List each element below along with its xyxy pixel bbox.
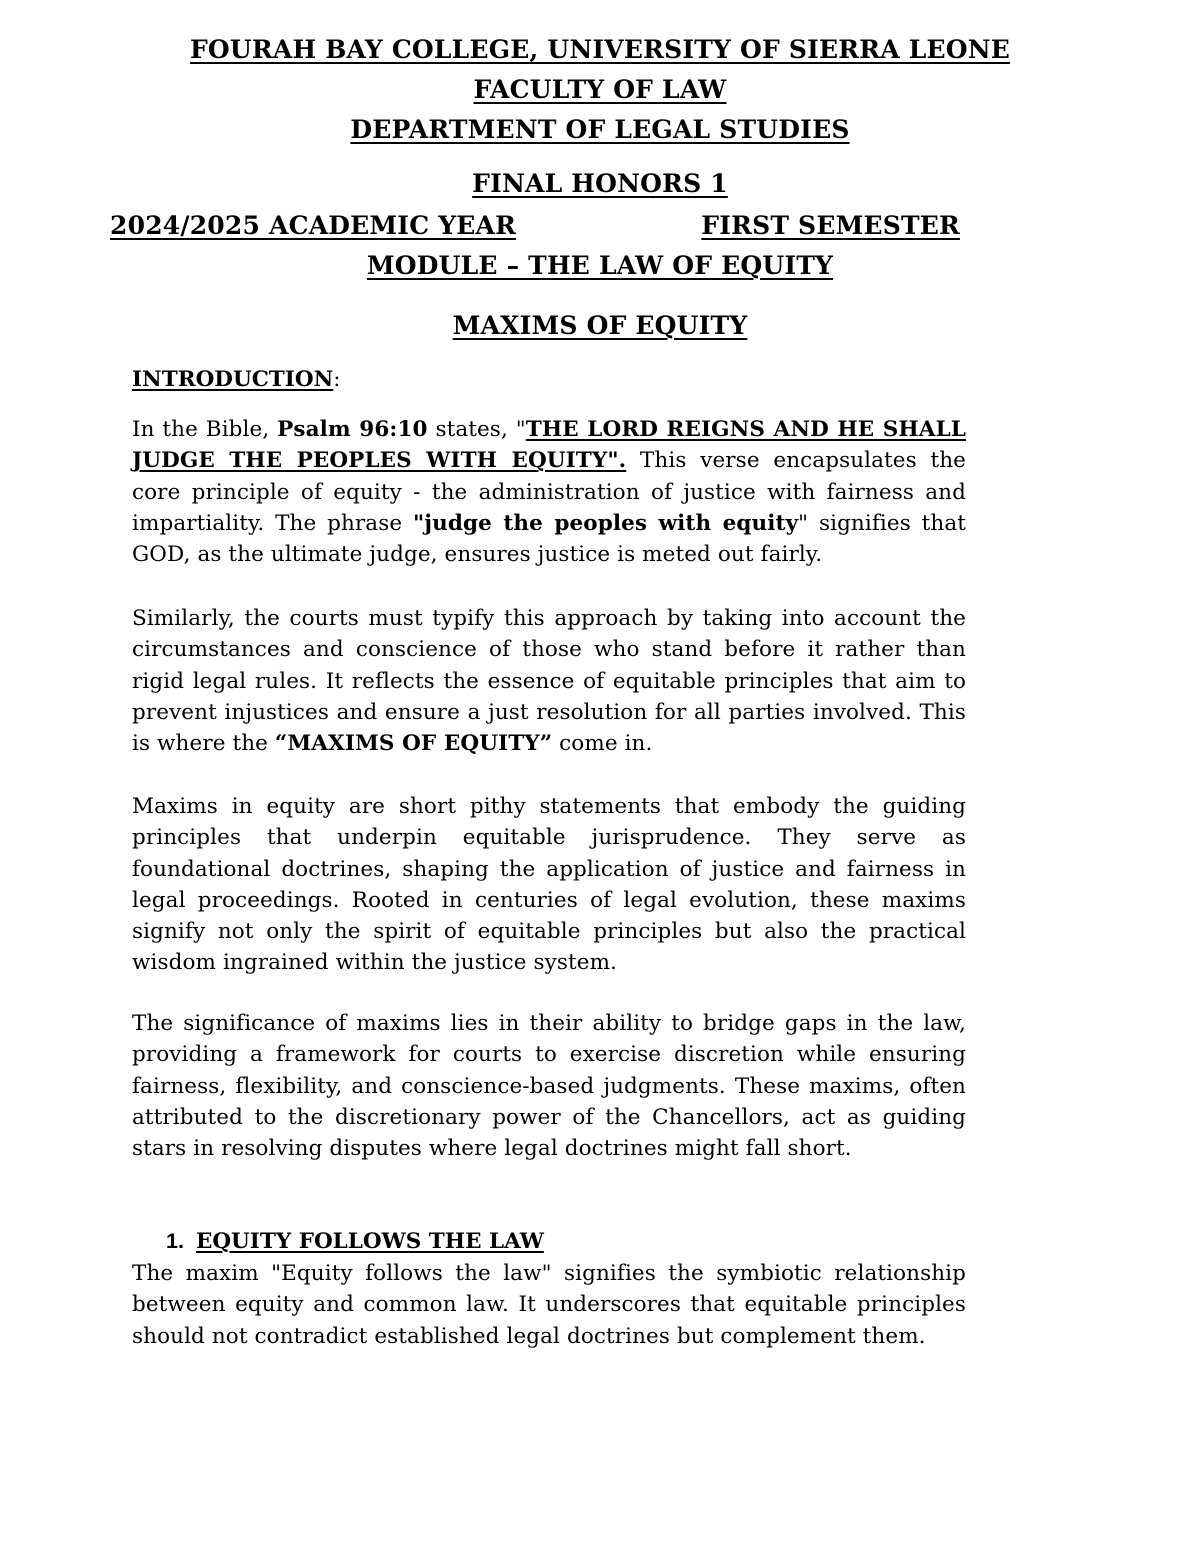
academic-year: 2024/2025 ACADEMIC YEAR — [110, 211, 517, 240]
faculty-heading: FACULTY OF LAW — [473, 75, 727, 104]
section-1-heading — [166, 1226, 544, 1257]
introduction-label: INTRODUCTION — [132, 367, 334, 392]
section-1-body: The maxim "Equity follows the law" signifies the symbiotic relationship between equity and common law. It underscores that equitable principles should not contradict established legal doctrines but complement them. — [132, 1261, 966, 1349]
introduction-colon: : — [333, 367, 341, 392]
department-heading: DEPARTMENT OF LEGAL STUDIES — [350, 115, 850, 144]
p1-text-1: In the Bible, — [132, 417, 278, 442]
institution-heading: FOURAH BAY COLLEGE, UNIVERSITY OF SIERRA LEONE — [189, 35, 1011, 64]
section-1-title: EQUITY FOLLOWS THE LAW — [195, 1229, 544, 1254]
paragraph-2 — [132, 603, 966, 759]
p1-text-4: " signifies that GOD, as the ultimate judge, ensures justice is meted out fairly. — [132, 510, 966, 568]
maxims-emphasis: “MAXIMS OF EQUITY” — [274, 731, 553, 757]
paragraph-1 — [132, 414, 966, 570]
p2-text-1: Similarly, the courts must typify this approach by taking into account the circumstances and conscience of those who stand before it rather than rigid legal rules. It reflects the essence of equitable principles that aim to prevent injustices and ensure a just resolution for all parties involved. This is where the — [132, 606, 966, 757]
introduction-heading — [132, 364, 341, 396]
paragraph-4: The significance of maxims lies in their ability to bridge gaps in the law, providing a framework for courts to exercise discretion while ensuring fairness, flexibility, and conscience-based judgments. These maxims, often attributed to the discretionary power of the Chancellors, act as guiding stars in resolving disputes where legal doctrines might fall short. — [132, 1011, 966, 1162]
equity-phrase: "judge the peoples with equity — [412, 510, 799, 536]
paragraph-3: Maxims in equity are short pithy statements that embody the guiding principles that underpin equitable jurisprudence. They serve as foundational doctrines, shaping the application of justice and fairness in legal proceedings. Rooted in centuries of legal evolution, these maxims signify not only the spirit of equitable principles but also the practical wisdom ingrained within the justice system. — [132, 794, 966, 976]
p2-text-2: come in. — [552, 731, 653, 757]
section-1-number: 1. — [166, 1229, 184, 1253]
psalm-reference: Psalm 96:10 — [277, 417, 428, 442]
level-heading: FINAL HONORS 1 — [472, 169, 728, 198]
module-heading: MODULE – THE LAW OF EQUITY — [366, 251, 834, 280]
year-semester-row — [110, 206, 960, 246]
p1-text-3: This verse encapsulates the core principle of equity - the administration of justice with fairness and impartiality. The phrase — [132, 448, 966, 536]
p1-text-2: states, " — [427, 417, 526, 442]
document-title: MAXIMS OF EQUITY — [452, 311, 748, 340]
psalm-quote: THE LORD REIGNS AND HE SHALL JUDGE THE PEOPLES WITH EQUITY". — [132, 417, 967, 474]
semester: FIRST SEMESTER — [701, 211, 960, 240]
